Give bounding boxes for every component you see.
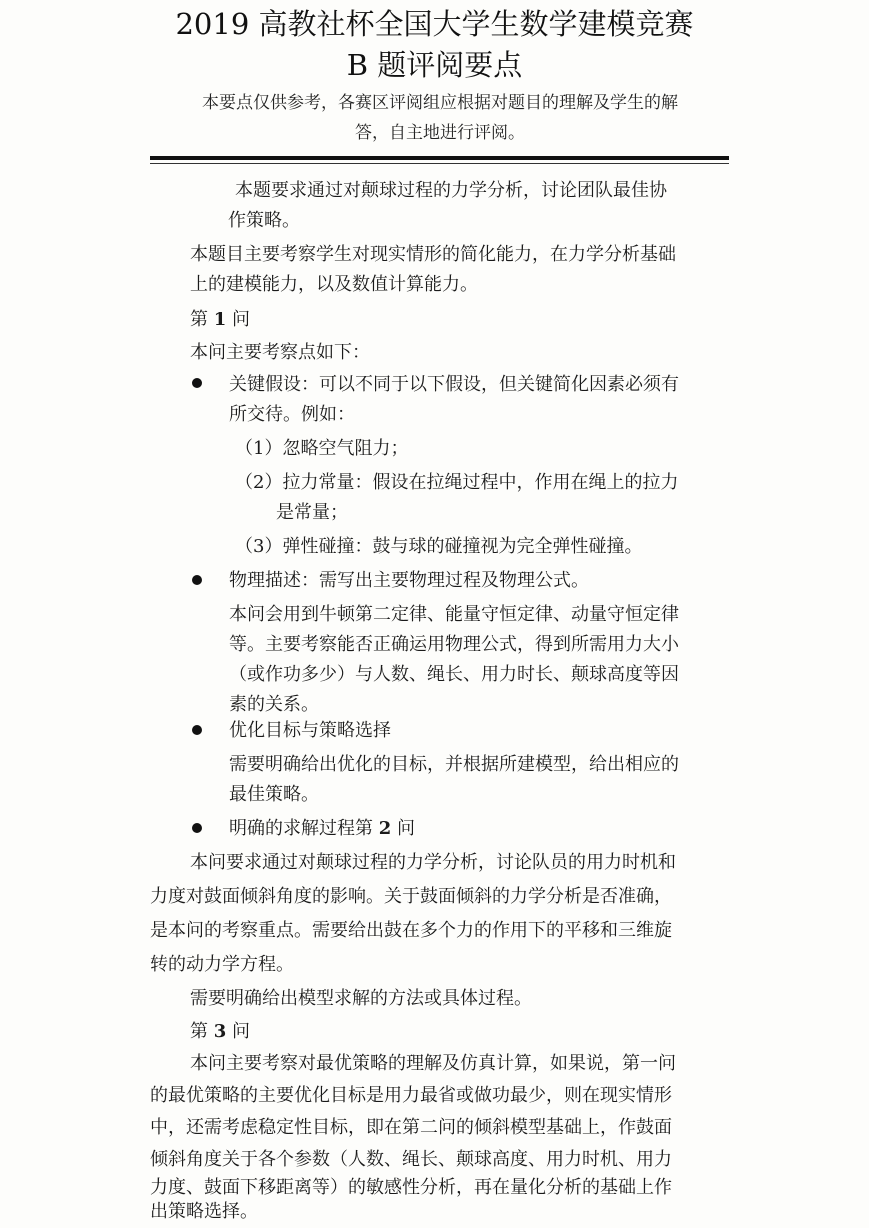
q1-heading-prefix: 第 xyxy=(190,309,208,330)
q1-b1-line-1: 关键假设：可以不同于以下假设，但关键简化因素必须有 xyxy=(229,374,679,395)
bullet-dot xyxy=(192,378,202,388)
intro-p2-line-2: 上的建模能力，以及数值计算能力。 xyxy=(190,274,478,295)
q1-heading xyxy=(190,304,250,336)
intro-p1-line-1: 本题要求通过对颠球过程的力学分析，讨论团队最佳协 xyxy=(235,180,667,201)
q1-assumption-2-line-1: （2）拉力常量：假设在拉绳过程中，作用在绳上的拉力 xyxy=(235,472,679,493)
q1-b3-desc-line-2: 最佳策略。 xyxy=(229,784,319,805)
q2-line-3: 是本问的考察重点。需要给出鼓在多个力的作用下的平移和三维旋 xyxy=(150,920,672,941)
q1-b2-desc-line-3: （或作功多少）与人数、绳长、用力时长、颠球高度等因 xyxy=(229,664,679,685)
q3-heading-num: 3 xyxy=(213,1021,227,1042)
q2-line-4: 转的动力学方程。 xyxy=(150,954,294,975)
q1-b1-line-2: 所交待。例如： xyxy=(229,404,355,425)
q3-line-6: 出策略选择。 xyxy=(150,1201,258,1222)
q1-b2-desc-line-2: 等。主要考察能否正确运用物理公式，得到所需用力大小 xyxy=(229,634,679,655)
q1-b4-suffix: 问 xyxy=(397,818,415,839)
q1-assumption-2-line-2: 是常量； xyxy=(276,502,348,523)
intro-p2-line-1: 本题目主要考察学生对现实情形的简化能力，在力学分析基础 xyxy=(190,244,676,265)
q1-assumption-3: （3）弹性碰撞：鼓与球的碰撞视为完全弹性碰撞。 xyxy=(235,536,643,557)
q1-b4 xyxy=(229,813,415,845)
q3-line-5: 力度、鼓面下移距离等）的敏感性分析，再在量化分析的基础上作 xyxy=(150,1177,672,1198)
q1-b2-desc-line-1: 本问会用到牛顿第二定律、能量守恒定律、动量守恒定律 xyxy=(229,604,679,625)
disclaimer-line-1: 本要点仅供参考，各赛区评阅组应根据对题目的理解及学生的解 xyxy=(202,93,678,113)
bullet-dot xyxy=(192,575,202,585)
q1-heading-suffix: 问 xyxy=(232,309,250,330)
q2-line-1: 本问要求通过对颠球过程的力学分析，讨论队员的用力时机和 xyxy=(190,852,676,873)
disclaimer-note xyxy=(140,88,740,148)
q1-b3: 优化目标与策略选择 xyxy=(229,720,391,741)
title-line-1: 2019 高教社杯全国大学生数学建模竞赛 xyxy=(175,7,694,41)
q3-heading-prefix: 第 xyxy=(190,1021,208,1042)
q1-assumption-1: （1）忽略空气阻力； xyxy=(235,438,409,459)
q3-line-1: 本问主要考察对最优策略的理解及仿真计算，如果说，第一问 xyxy=(190,1053,676,1074)
q3-line-2: 的最优策略的主要优化目标是用力最省或做功最少，则在现实情形 xyxy=(150,1085,672,1106)
q3-heading xyxy=(190,1016,250,1048)
disclaimer-line-2: 答，自主地进行评阅。 xyxy=(355,123,525,143)
q1-b2: 物理描述：需写出主要物理过程及物理公式。 xyxy=(229,570,589,591)
q1-b4-num: 2 xyxy=(378,818,392,839)
q1-b3-desc-line-1: 需要明确给出优化的目标，并根据所建模型，给出相应的 xyxy=(229,754,679,775)
header-rule-thin xyxy=(150,163,729,164)
header-rule-thick xyxy=(150,156,729,160)
q3-line-4: 倾斜角度关于各个参数（人数、绳长、颠球高度、用力时机、用力 xyxy=(150,1149,672,1170)
bullet-dot xyxy=(192,725,202,735)
title-line-2: B 题评阅要点 xyxy=(346,48,523,82)
q1-heading-num: 1 xyxy=(213,309,227,330)
q1-lead: 本问主要考察点如下： xyxy=(190,342,370,363)
bullet-dot xyxy=(192,823,202,833)
q2-line-2: 力度对鼓面倾斜角度的影响。关于鼓面倾斜的力学分析是否准确， xyxy=(150,886,672,907)
intro-p1-line-2: 作策略。 xyxy=(228,210,300,231)
q3-line-3: 中，还需考虑稳定性目标，即在第二问的倾斜模型基础上，作鼓面 xyxy=(150,1117,672,1138)
q3-heading-suffix: 问 xyxy=(232,1021,250,1042)
q2-line-5: 需要明确给出模型求解的方法或具体过程。 xyxy=(190,988,532,1009)
q1-b4-prefix: 明确的求解过程第 xyxy=(229,818,373,839)
q1-b2-desc-line-4: 素的关系。 xyxy=(229,694,319,715)
